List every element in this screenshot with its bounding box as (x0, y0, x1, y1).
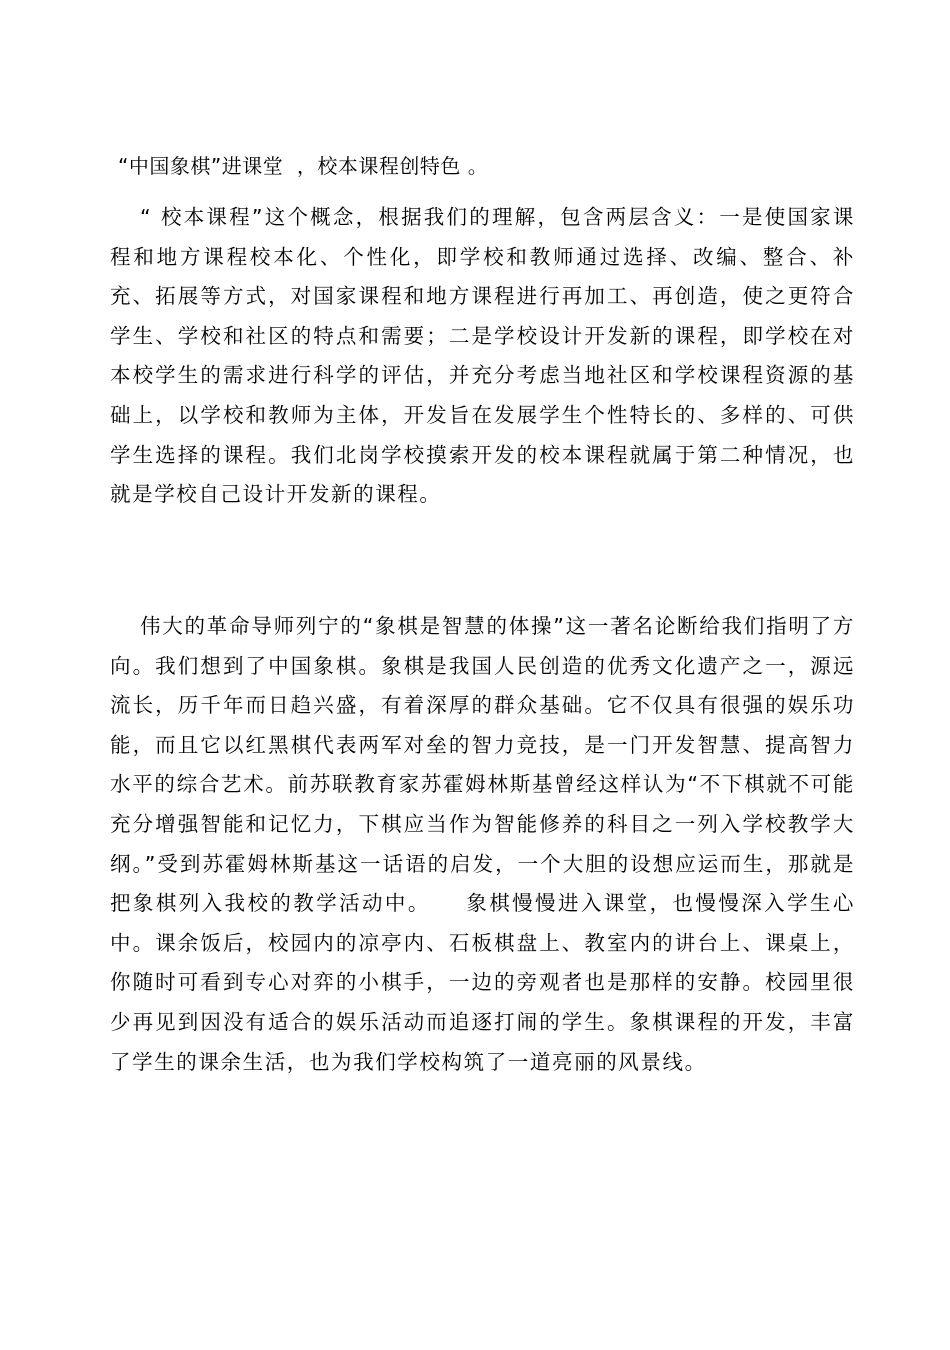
document-title: “中国象棋”进课堂 ，校本课程创特色 。 (118, 154, 489, 178)
paragraph-school-based-curriculum: “ 校本课程”这个概念，根据我们的理解，包含两层含义：一是使国家课程和地方课程校本化、个性化，即学校和教师通过选择、改编、整合、补充、拓展等方式，对国家课程和地方课程进行再加工、再创造，使之更符合学生、学校和社区的特点和需要；二是学校设计开发新的课程，即学校在对本校学生的需求进行科学的评估，并充分考虑当地社区和学校课程资源的基础上，以学校和教师为主体，开发旨在发展学生个性特长的、多样的、可供学生选择的课程。我们北岗学校摸索开发的校本课程就属于第二种情况，也就是学校自己设计开发新的课程。 (110, 205, 855, 507)
paragraph-chinese-chess: 伟大的革命导师列宁的“象棋是智慧的体操”这一著名论断给我们指明了方向。我们想到了中国象棋。象棋是我国人民创造的优秀文化遗产之一，源远流长，历千年而日趋兴盛，有着深厚的群众基础。它不仅具有很强的娱乐功能，而且它以红黑棋代表两军对垒的智力竞技，是一门开发智慧、提高智力水平的综合艺术。前苏联教育家苏霍姆林斯基曾经这样认为“不下棋就不可能充分增强智能和记忆力，下棋应当作为智能修养的科目之一列入学校教学大纲。”受到苏霍姆林斯基这一话语的启发，一个大胆的设想应运而生，那就是把象棋列入我校的教学活动中。 象棋慢慢进入课堂，也慢慢深入学生心中。课余饭后，校园内的凉亭内、石板棋盘上、教室内的讲台上、课桌上，你随时可看到专心对弈的小棋手，一边的旁观者也是那样的安静。校园里很少再见到因没有适合的娱乐活动而追逐打闹的学生。象棋课程的开发，丰富了学生的课余生活，也为我们学校构筑了一道亮丽的风景线。 (110, 614, 855, 1074)
